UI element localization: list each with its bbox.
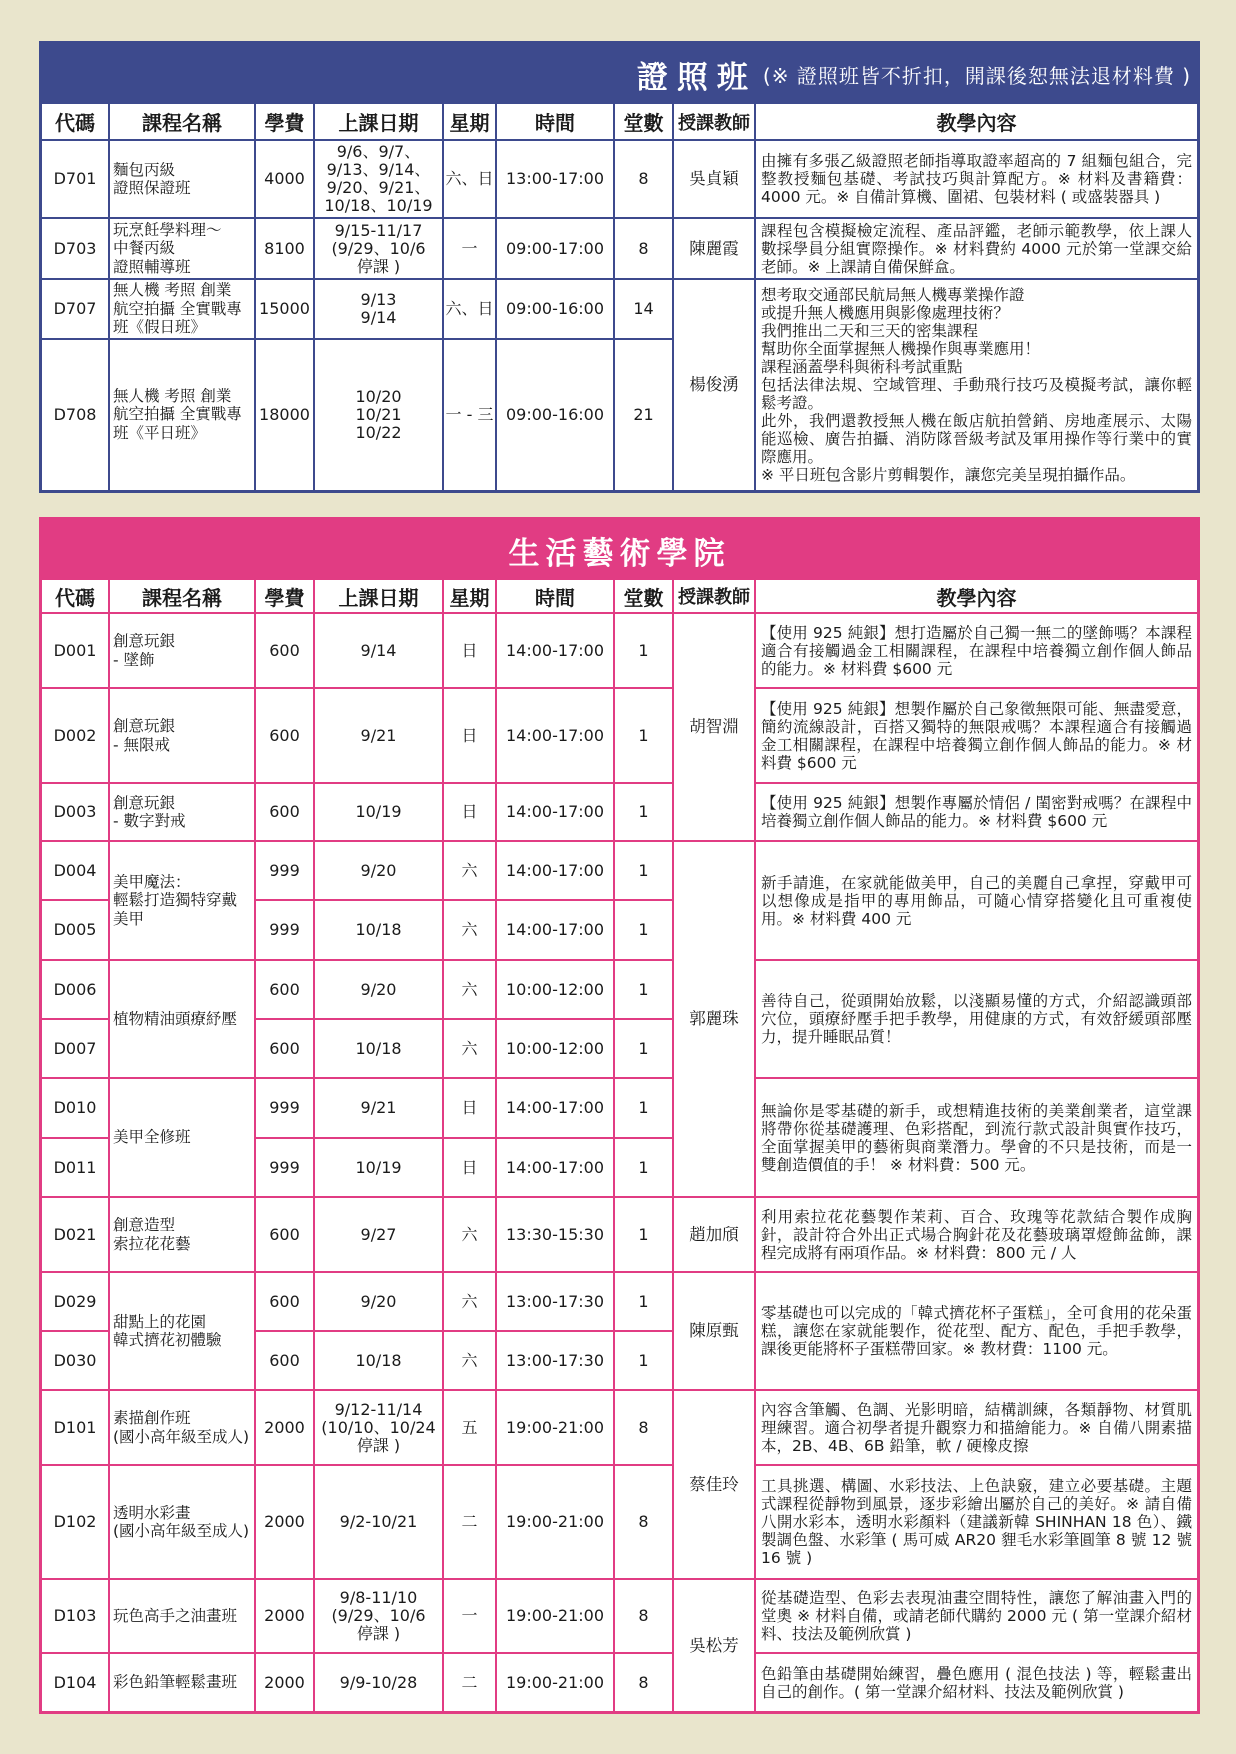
- course-fee: 18000: [255, 339, 314, 490]
- course-fee: 4000: [255, 140, 314, 218]
- course-fee: 600: [255, 1197, 314, 1272]
- course-code: D005: [42, 900, 109, 960]
- course-sessions: 1: [614, 900, 673, 960]
- course-name: 創意玩銀 - 墜飾: [109, 613, 255, 688]
- course-sessions: 8: [614, 140, 673, 218]
- course-weekday: 六: [443, 1197, 496, 1272]
- course-time: 13:00-17:30: [496, 1331, 614, 1390]
- column-header-time: 時間: [496, 104, 614, 140]
- course-time: 19:00-21:00: [496, 1465, 614, 1579]
- column-header-fee: 學費: [255, 104, 314, 140]
- course-dates: 9/27: [314, 1197, 443, 1272]
- course-weekday: 日: [443, 613, 496, 688]
- course-time: 14:00-17:00: [496, 1078, 614, 1138]
- course-weekday: 六: [443, 1019, 496, 1078]
- course-fee: 2000: [255, 1579, 314, 1653]
- course-row: [42, 960, 1197, 1019]
- course-dates: 9/20: [314, 841, 443, 900]
- course-weekday: 一: [443, 218, 496, 279]
- course-name: 無人機 考照 創業 航空拍攝 全實戰專 班《假日班》: [109, 279, 255, 339]
- course-weekday: 二: [443, 1465, 496, 1579]
- column-header-time: 時間: [496, 580, 614, 613]
- course-row: [42, 688, 1197, 783]
- course-name: 創意造型 索拉花花藝: [109, 1197, 255, 1272]
- course-time: 09:00-16:00: [496, 279, 614, 339]
- column-header-dates: 上課日期: [314, 580, 443, 613]
- course-fee: 999: [255, 841, 314, 900]
- life-arts-title: 生活藝術學院: [508, 535, 731, 572]
- course-fee: 2000: [255, 1465, 314, 1579]
- course-fee: 999: [255, 1078, 314, 1138]
- course-row: [42, 140, 1197, 218]
- course-sessions: 21: [614, 339, 673, 490]
- course-time: 14:00-17:00: [496, 900, 614, 960]
- column-header-content: 教學內容: [755, 580, 1197, 613]
- course-content: 由擁有多張乙級證照老師指導取證率超高的 7 組麵包組合，完整教授麵包基礎、考試技巧與計算配方。※ 材料及書籍費：4000 元。※ 自備計算機、圍裙、包裝材料 ( 或盛裝器具 ): [755, 140, 1197, 218]
- course-code: D029: [42, 1272, 109, 1331]
- course-code: D010: [42, 1078, 109, 1138]
- course-code: D006: [42, 960, 109, 1019]
- certificate-section: [39, 41, 1200, 493]
- certificate-note: (※ 證照班皆不折扣，開課後恕無法退材料費 ): [762, 63, 1191, 88]
- course-code: D701: [42, 140, 109, 218]
- course-name: 無人機 考照 創業 航空拍攝 全實戰專 班《平日班》: [109, 339, 255, 490]
- course-weekday: 一 - 三: [443, 339, 496, 490]
- course-row: [42, 218, 1197, 279]
- course-sessions: 1: [614, 688, 673, 783]
- course-weekday: 六: [443, 1331, 496, 1390]
- course-sessions: 8: [614, 1579, 673, 1653]
- course-code: D030: [42, 1331, 109, 1390]
- column-header-content: 教學內容: [755, 104, 1197, 140]
- course-sessions: 8: [614, 218, 673, 279]
- course-time: 19:00-21:00: [496, 1579, 614, 1653]
- column-header-weekday: 星期: [443, 580, 496, 613]
- course-dates: 9/21: [314, 688, 443, 783]
- course-name: 創意玩銀 - 數字對戒: [109, 783, 255, 841]
- column-header-dates: 上課日期: [314, 104, 443, 140]
- course-sessions: 14: [614, 279, 673, 339]
- course-sessions: 8: [614, 1653, 673, 1711]
- course-teacher: 郭麗珠: [673, 841, 755, 1197]
- course-time: 19:00-21:00: [496, 1390, 614, 1465]
- course-name: 透明水彩畫 (國小高年級至成人): [109, 1465, 255, 1579]
- course-name: 甜點上的花園 韓式擠花初體驗: [109, 1272, 255, 1390]
- course-sessions: 8: [614, 1465, 673, 1579]
- course-weekday: 六、日: [443, 279, 496, 339]
- course-sessions: 1: [614, 1197, 673, 1272]
- course-row: [42, 1465, 1197, 1579]
- course-dates: 9/2-10/21: [314, 1465, 443, 1579]
- course-time: 09:00-17:00: [496, 218, 614, 279]
- certificate-header-bar: [42, 44, 1197, 104]
- course-weekday: 日: [443, 688, 496, 783]
- course-sessions: 8: [614, 1390, 673, 1465]
- course-weekday: 二: [443, 1653, 496, 1711]
- course-teacher: 楊俊湧: [673, 279, 755, 490]
- course-time: 14:00-17:00: [496, 1138, 614, 1197]
- course-weekday: 五: [443, 1390, 496, 1465]
- course-code: D104: [42, 1653, 109, 1711]
- course-fee: 600: [255, 1019, 314, 1078]
- course-name: 美甲全修班: [109, 1078, 255, 1197]
- course-time: 14:00-17:00: [496, 783, 614, 841]
- certificate-title: 證照班: [636, 59, 757, 96]
- course-weekday: 六: [443, 841, 496, 900]
- course-dates: 10/18: [314, 900, 443, 960]
- column-header-code: 代碼: [42, 104, 109, 140]
- course-name: 創意玩銀 - 無限戒: [109, 688, 255, 783]
- column-header-sessions: 堂數: [614, 580, 673, 613]
- course-dates: 9/13 9/14: [314, 279, 443, 339]
- life-arts-section: [39, 517, 1200, 1714]
- course-dates: 10/18: [314, 1331, 443, 1390]
- course-sessions: 1: [614, 1019, 673, 1078]
- course-fee: 2000: [255, 1390, 314, 1465]
- life-arts-course-list: [42, 613, 1197, 1711]
- course-code: D102: [42, 1465, 109, 1579]
- course-code: D021: [42, 1197, 109, 1272]
- course-sessions: 1: [614, 1272, 673, 1331]
- course-content: 內容含筆觸、色調、光影明暗，結構訓練，各類靜物、材質肌理練習。適合初學者提升觀察力和描繪能力。※ 自備八開素描本，2B、4B、6B 鉛筆，軟 / 硬橡皮擦: [755, 1390, 1197, 1465]
- course-content: 【使用 925 純銀】想製作專屬於情侶 / 閨密對戒嗎？在課程中培養獨立創作個人飾品的能力。※ 材料費 $600 元: [755, 783, 1197, 841]
- course-row: [42, 1078, 1197, 1138]
- course-code: D004: [42, 841, 109, 900]
- column-header-teacher: 授課教師: [673, 580, 755, 613]
- course-name: 彩色鉛筆輕鬆畫班: [109, 1653, 255, 1711]
- course-weekday: 一: [443, 1579, 496, 1653]
- course-name: 麵包丙級 證照保證班: [109, 140, 255, 218]
- course-name: 玩烹飪學料理～ 中餐丙級 證照輔導班: [109, 218, 255, 279]
- course-weekday: 六: [443, 960, 496, 1019]
- course-time: 19:00-21:00: [496, 1653, 614, 1711]
- course-time: 13:30-15:30: [496, 1197, 614, 1272]
- column-header-teacher: 授課教師: [673, 104, 755, 140]
- course-row: [42, 783, 1197, 841]
- course-teacher: 吳松芳: [673, 1579, 755, 1711]
- course-fee: 600: [255, 1272, 314, 1331]
- course-content: 工具挑選、構圖、水彩技法、上色訣竅，建立必要基礎。主題式課程從靜物到風景，逐步彩繪出屬於自己的美好。※ 請自備八開水彩本，透明水彩顏料（建議新韓 SHINHAN 18 色）、鐵製調色盤、水彩筆 ( 馬可威 AR20 貍毛水彩筆圓筆 8 號 12 號 16 號 ): [755, 1465, 1197, 1579]
- column-header-sessions: 堂數: [614, 104, 673, 140]
- course-sessions: 1: [614, 841, 673, 900]
- course-sessions: 1: [614, 783, 673, 841]
- course-time: 13:00-17:00: [496, 140, 614, 218]
- column-header-weekday: 星期: [443, 104, 496, 140]
- course-teacher: 吳貞穎: [673, 140, 755, 218]
- course-row: [42, 1579, 1197, 1653]
- course-dates: 9/12-11/14 (10/10、10/24 停課 ): [314, 1390, 443, 1465]
- course-row: [42, 1653, 1197, 1711]
- course-weekday: 日: [443, 1138, 496, 1197]
- course-code: D703: [42, 218, 109, 279]
- course-dates: 10/19: [314, 1138, 443, 1197]
- column-header-fee: 學費: [255, 580, 314, 613]
- course-time: 10:00-12:00: [496, 1019, 614, 1078]
- course-content: 無論你是零基礎的新手，或想精進技術的美業創業者，這堂課將帶你從基礎護理、色彩搭配，到流行款式設計與實作技巧，全面掌握美甲的藝術與商業潛力。學會的不只是技術，而是一雙創造價值的手！ ※ 材料費：500 元。: [755, 1078, 1197, 1197]
- course-weekday: 日: [443, 1078, 496, 1138]
- course-dates: 9/8-11/10 (9/29、10/6 停課 ): [314, 1579, 443, 1653]
- course-fee: 600: [255, 613, 314, 688]
- course-code: D003: [42, 783, 109, 841]
- course-code: D103: [42, 1579, 109, 1653]
- course-dates: 10/19: [314, 783, 443, 841]
- course-sessions: 1: [614, 1331, 673, 1390]
- course-code: D002: [42, 688, 109, 783]
- column-header-name: 課程名稱: [109, 104, 255, 140]
- course-time: 14:00-17:00: [496, 841, 614, 900]
- course-dates: 9/21: [314, 1078, 443, 1138]
- course-sessions: 1: [614, 613, 673, 688]
- course-dates: 9/20: [314, 960, 443, 1019]
- course-time: 13:00-17:30: [496, 1272, 614, 1331]
- course-teacher: 胡智淵: [673, 613, 755, 841]
- course-weekday: 六: [443, 900, 496, 960]
- life-arts-header-bar: [42, 520, 1197, 580]
- course-row: [42, 1197, 1197, 1272]
- course-code: D007: [42, 1019, 109, 1078]
- course-code: D011: [42, 1138, 109, 1197]
- course-content: 從基礎造型、色彩去表現油畫空間特性，讓您了解油畫入門的堂奧 ※ 材料自備，或請老師代購約 2000 元 ( 第一堂課介紹材料、技法及範例欣賞 ): [755, 1579, 1197, 1653]
- course-code: D101: [42, 1390, 109, 1465]
- course-dates: 10/20 10/21 10/22: [314, 339, 443, 490]
- certificate-table: [42, 104, 1197, 490]
- course-time: 14:00-17:00: [496, 688, 614, 783]
- course-row: [42, 1390, 1197, 1465]
- course-time: 14:00-17:00: [496, 613, 614, 688]
- life-arts-table: [42, 580, 1197, 1711]
- column-header-row: [42, 580, 1197, 613]
- course-dates: 10/18: [314, 1019, 443, 1078]
- course-fee: 600: [255, 688, 314, 783]
- course-fee: 600: [255, 783, 314, 841]
- course-code: D708: [42, 339, 109, 490]
- course-content: 想考取交通部民航局無人機專業操作證 或提升無人機應用與影像處理技術？ 我們推出二天和三天的密集課程 幫助你全面掌握無人機操作與專業應用！ 課程涵蓋學科與術科考試重點 包括法律法規、空域管理、手動飛行技巧及模擬考試，讓你輕鬆考證。 此外，我們還教授無人機在飯店航拍營銷、房地產展示、太陽能巡檢、廣告拍攝、消防隊晉級考試及軍用操作等行業中的實際應用。 ※ 平日班包含影片剪輯製作，讓您完美呈現拍攝作品。: [755, 279, 1197, 490]
- course-fee: 2000: [255, 1653, 314, 1711]
- course-fee: 15000: [255, 279, 314, 339]
- course-row: [42, 1272, 1197, 1331]
- course-teacher: 趙加頎: [673, 1197, 755, 1272]
- course-sessions: 1: [614, 1138, 673, 1197]
- course-content: 新手請進，在家就能做美甲，自己的美麗自己拿捏，穿戴甲可以想像成是指甲的專用飾品，可隨心情穿搭變化且可重複使用。※ 材料費 400 元: [755, 841, 1197, 960]
- course-name: 素描創作班 (國小高年級至成人): [109, 1390, 255, 1465]
- course-dates: 9/20: [314, 1272, 443, 1331]
- course-dates: 9/15-11/17 (9/29、10/6 停課 ): [314, 218, 443, 279]
- course-row: [42, 613, 1197, 688]
- column-header-name: 課程名稱: [109, 580, 255, 613]
- course-teacher: 陳麗霞: [673, 218, 755, 279]
- course-dates: 9/9-10/28: [314, 1653, 443, 1711]
- certificate-course-list: [42, 140, 1197, 490]
- course-code: D001: [42, 613, 109, 688]
- course-weekday: 六: [443, 1272, 496, 1331]
- course-row: [42, 841, 1197, 900]
- course-content: 零基礎也可以完成的「韓式擠花杯子蛋糕」，全可食用的花朵蛋糕，讓您在家就能製作，從花型、配方、配色，手把手教學，課後更能將杯子蛋糕帶回家。※ 教材費：1100 元。: [755, 1272, 1197, 1390]
- course-content: 色鉛筆由基礎開始練習，疊色應用 ( 混色技法 ) 等，輕鬆畫出自己的創作。( 第一堂課介紹材料、技法及範例欣賞 ): [755, 1653, 1197, 1711]
- column-header-row: [42, 104, 1197, 140]
- course-teacher: 蔡佳玲: [673, 1390, 755, 1579]
- course-sessions: 1: [614, 1078, 673, 1138]
- course-content: 利用索拉花花藝製作茉莉、百合、玫瑰等花款結合製作成胸針，設計符合外出正式場合胸針花及花藝玻璃罩燈飾盆飾，課程完成將有兩項作品。※ 材料費：800 元 / 人: [755, 1197, 1197, 1272]
- course-name: 植物精油頭療紓壓: [109, 960, 255, 1078]
- course-code: D707: [42, 279, 109, 339]
- course-sessions: 1: [614, 960, 673, 1019]
- course-fee: 999: [255, 1138, 314, 1197]
- course-fee: 600: [255, 960, 314, 1019]
- course-name: 美甲魔法： 輕鬆打造獨特穿戴 美甲: [109, 841, 255, 960]
- course-weekday: 六、日: [443, 140, 496, 218]
- course-fee: 600: [255, 1331, 314, 1390]
- course-row: [42, 279, 1197, 339]
- course-dates: 9/14: [314, 613, 443, 688]
- course-content: 【使用 925 純銀】想製作屬於自己象徵無限可能、無盡愛意，簡約流線設計，百搭又獨特的無限戒嗎？本課程適合有接觸過金工相關課程，在課程中培養獨立創作個人飾品的能力。※ 材料費 $600 元: [755, 688, 1197, 783]
- course-content: 課程包含模擬檢定流程、產品評鑑，老師示範教學，依上課人數採學員分組實際操作。※ 材料費約 4000 元於第一堂課交給老師。※ 上課請自備保鮮盒。: [755, 218, 1197, 279]
- course-weekday: 日: [443, 783, 496, 841]
- course-time: 10:00-12:00: [496, 960, 614, 1019]
- course-fee: 8100: [255, 218, 314, 279]
- course-teacher: 陳原甄: [673, 1272, 755, 1390]
- course-content: 【使用 925 純銀】想打造屬於自己獨一無二的墜飾嗎？本課程適合有接觸過金工相關課程，在課程中培養獨立創作個人飾品的能力。※ 材料費 $600 元: [755, 613, 1197, 688]
- column-header-code: 代碼: [42, 580, 109, 613]
- course-time: 09:00-16:00: [496, 339, 614, 490]
- course-content: 善待自己，從頭開始放鬆，以淺顯易懂的方式，介紹認識頭部穴位，頭療紓壓手把手教學，用健康的方式，有效舒緩頭部壓力，提升睡眠品質！: [755, 960, 1197, 1078]
- course-dates: 9/6、9/7、 9/13、9/14、 9/20、9/21、 10/18、10/19: [314, 140, 443, 218]
- course-name: 玩色高手之油畫班: [109, 1579, 255, 1653]
- course-fee: 999: [255, 900, 314, 960]
